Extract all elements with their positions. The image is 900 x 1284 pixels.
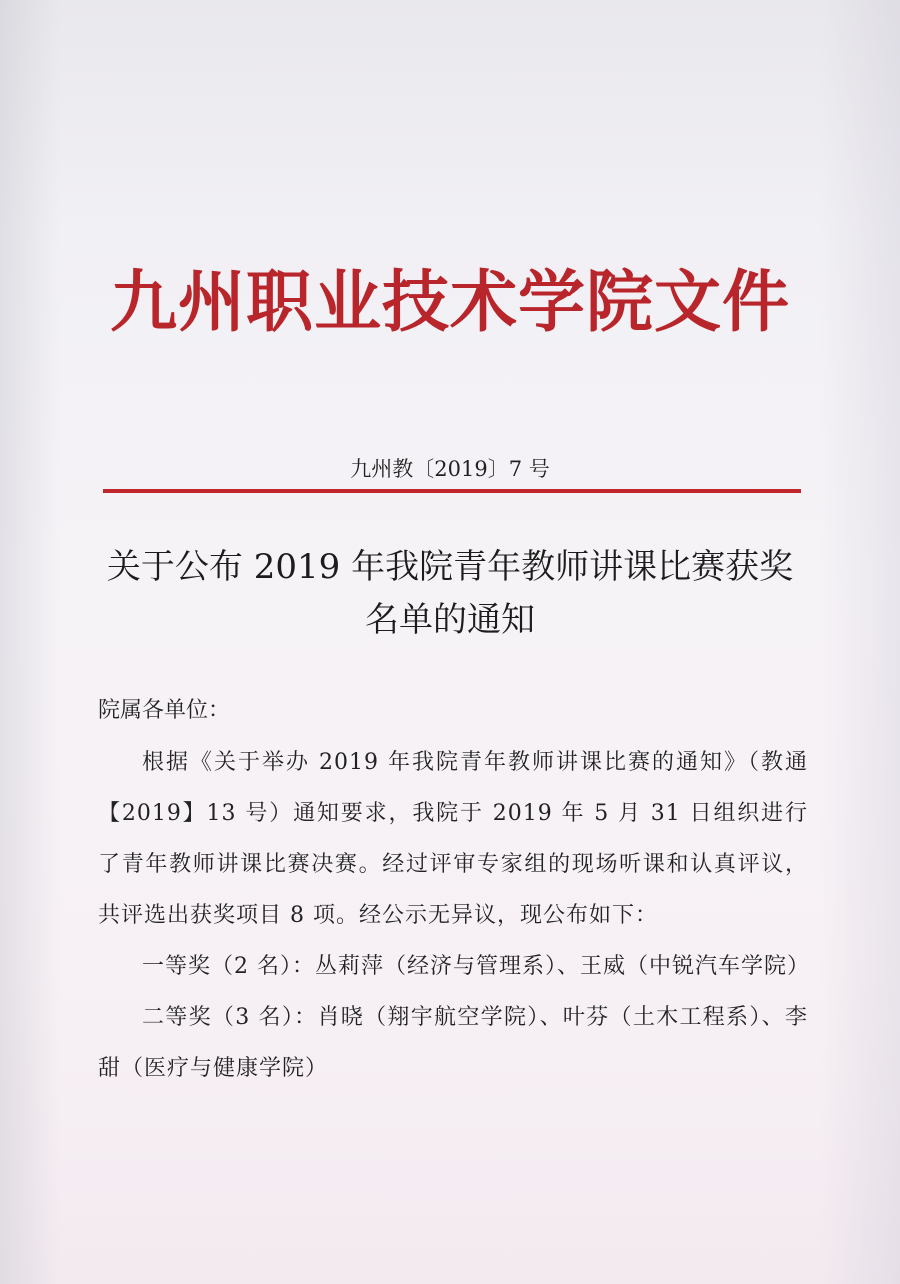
body-paragraph-second-prize: 二等奖（3 名）：肖晓（翔宇航空学院）、叶芬（土木工程系）、李甜（医疗与健康学院） [98,1005,808,1081]
notice-title [0,541,900,647]
notice-title-line-2: 名单的通知 [365,600,535,640]
notice-title-line-1: 关于公布 2019 年我院青年教师讲课比赛获奖 [106,547,794,587]
document-number: 九州教〔2019〕7 号 [350,457,550,481]
document-masthead: 九州职业技术学院文件 [110,262,790,341]
salutation: 院属各单位： [98,698,231,723]
red-divider [103,489,801,493]
body-paragraph-intro: 根据《关于举办 2019 年我院青年教师讲课比赛的通知》（教通【2019】13 号）通知要求，我院于 2019 年 5 月 31 日组织进行了青年教师讲课比赛决赛。经过评审专家组的现场听课和认真评议，共评选出获奖项目 8 项。经公示无异议，现公布如下： [98,750,808,928]
notice-body [98,693,808,1094]
body-paragraph-first-prize: 一等奖（2 名）：丛莉萍（经济与管理系）、王威（中锐汽车学院） [142,954,810,979]
